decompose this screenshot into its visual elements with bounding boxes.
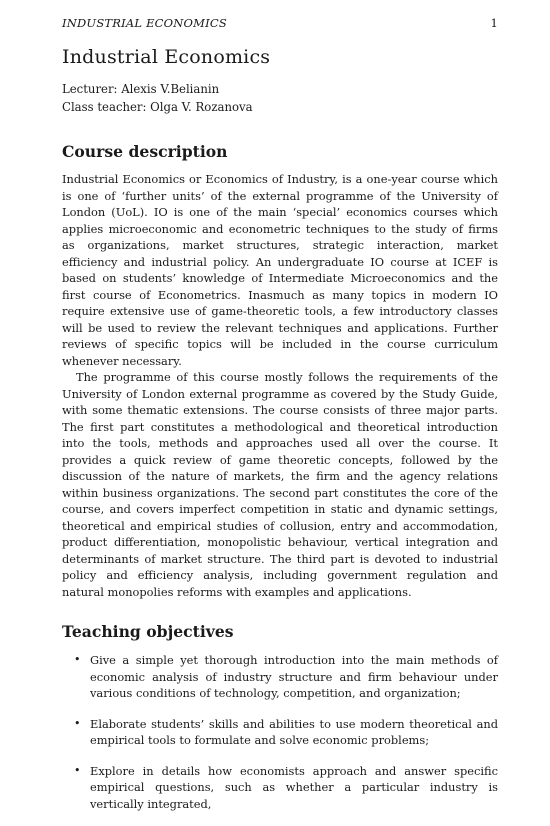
course-description-paragraph-2: The programme of this course mostly follows the requirements of the University of London external programme as covered by the Study Guide, with some thematic extensions. The course consists of three major parts. The first part constitutes a methodological and theoretical introduction into the tools, methods and approaches used all over the course. It provides a quick review of game theoretic concepts, followed by the discussion of the nature of markets, the firm and the agency relations within business organizations. The second part constitutes the core of the course, and covers imperfect competition in static and dynamic settings, theoretical and empirical studies of collusion, entry and accommodation, product differentiation, monopolistic behaviour, vertical integration and determinants of market structure. The third part is devoted to industrial policy and efficiency analysis, including government regulation and natural monopolies reforms with examples and applications. — [62, 370, 498, 599]
bullet-icon: • — [74, 716, 81, 730]
page-number: 1 — [490, 16, 498, 30]
bullet-icon: • — [74, 763, 81, 777]
section-heading-course-description: Course description — [62, 142, 228, 161]
list-item — [74, 652, 498, 702]
course-description-paragraph-1: Industrial Economics or Economics of Industry, is a one-year course which is one of ‘further units’ of the external programme of the University of London (UoL). IO is one of the main ‘special’ economics courses which applies microeconomic and econometric techniques to the study of firms as organizations, market structures, strategic interaction, market efficiency and industrial policy. An undergraduate IO course at ICEF is based on students’ knowledge of Intermediate Microeconomics and the first course of Econometrics. Inasmuch as many topics in modern IO require extensive use of game-theoretic tools, a few introductory classes will be used to review the relevant techniques and applications. Further reviews of specific topics will be included in the course curriculum whenever necessary. — [62, 172, 498, 368]
objective-text: Give a simple yet thorough introduction into the main methods of economic analysis of industry structure and firm behaviour under various conditions of technology, competition, and organization; — [90, 653, 498, 700]
list-item — [74, 763, 498, 813]
document-title: Industrial Economics — [62, 46, 271, 68]
bullet-icon: • — [74, 653, 81, 666]
document-page — [62, 16, 498, 826]
running-header — [62, 16, 498, 32]
objective-text: Explore in details how economists approach and answer specific empirical questions, such as whether a particular industry is vertically integrated, — [90, 763, 498, 811]
section-heading-teaching-objectives: Teaching objectives — [62, 622, 234, 641]
running-title: INDUSTRIAL ECONOMICS — [62, 16, 227, 30]
class-teacher-line: Class teacher: Olga V. Rozanova — [62, 100, 253, 114]
teaching-objectives-list — [62, 652, 498, 812]
lecturer-line: Lecturer: Alexis V.Belianin — [62, 82, 220, 96]
list-item — [74, 716, 498, 749]
objective-text: Elaborate students’ skills and abilities to use modern theoretical and empirical tools to formulate and solve economic problems; — [90, 716, 498, 747]
